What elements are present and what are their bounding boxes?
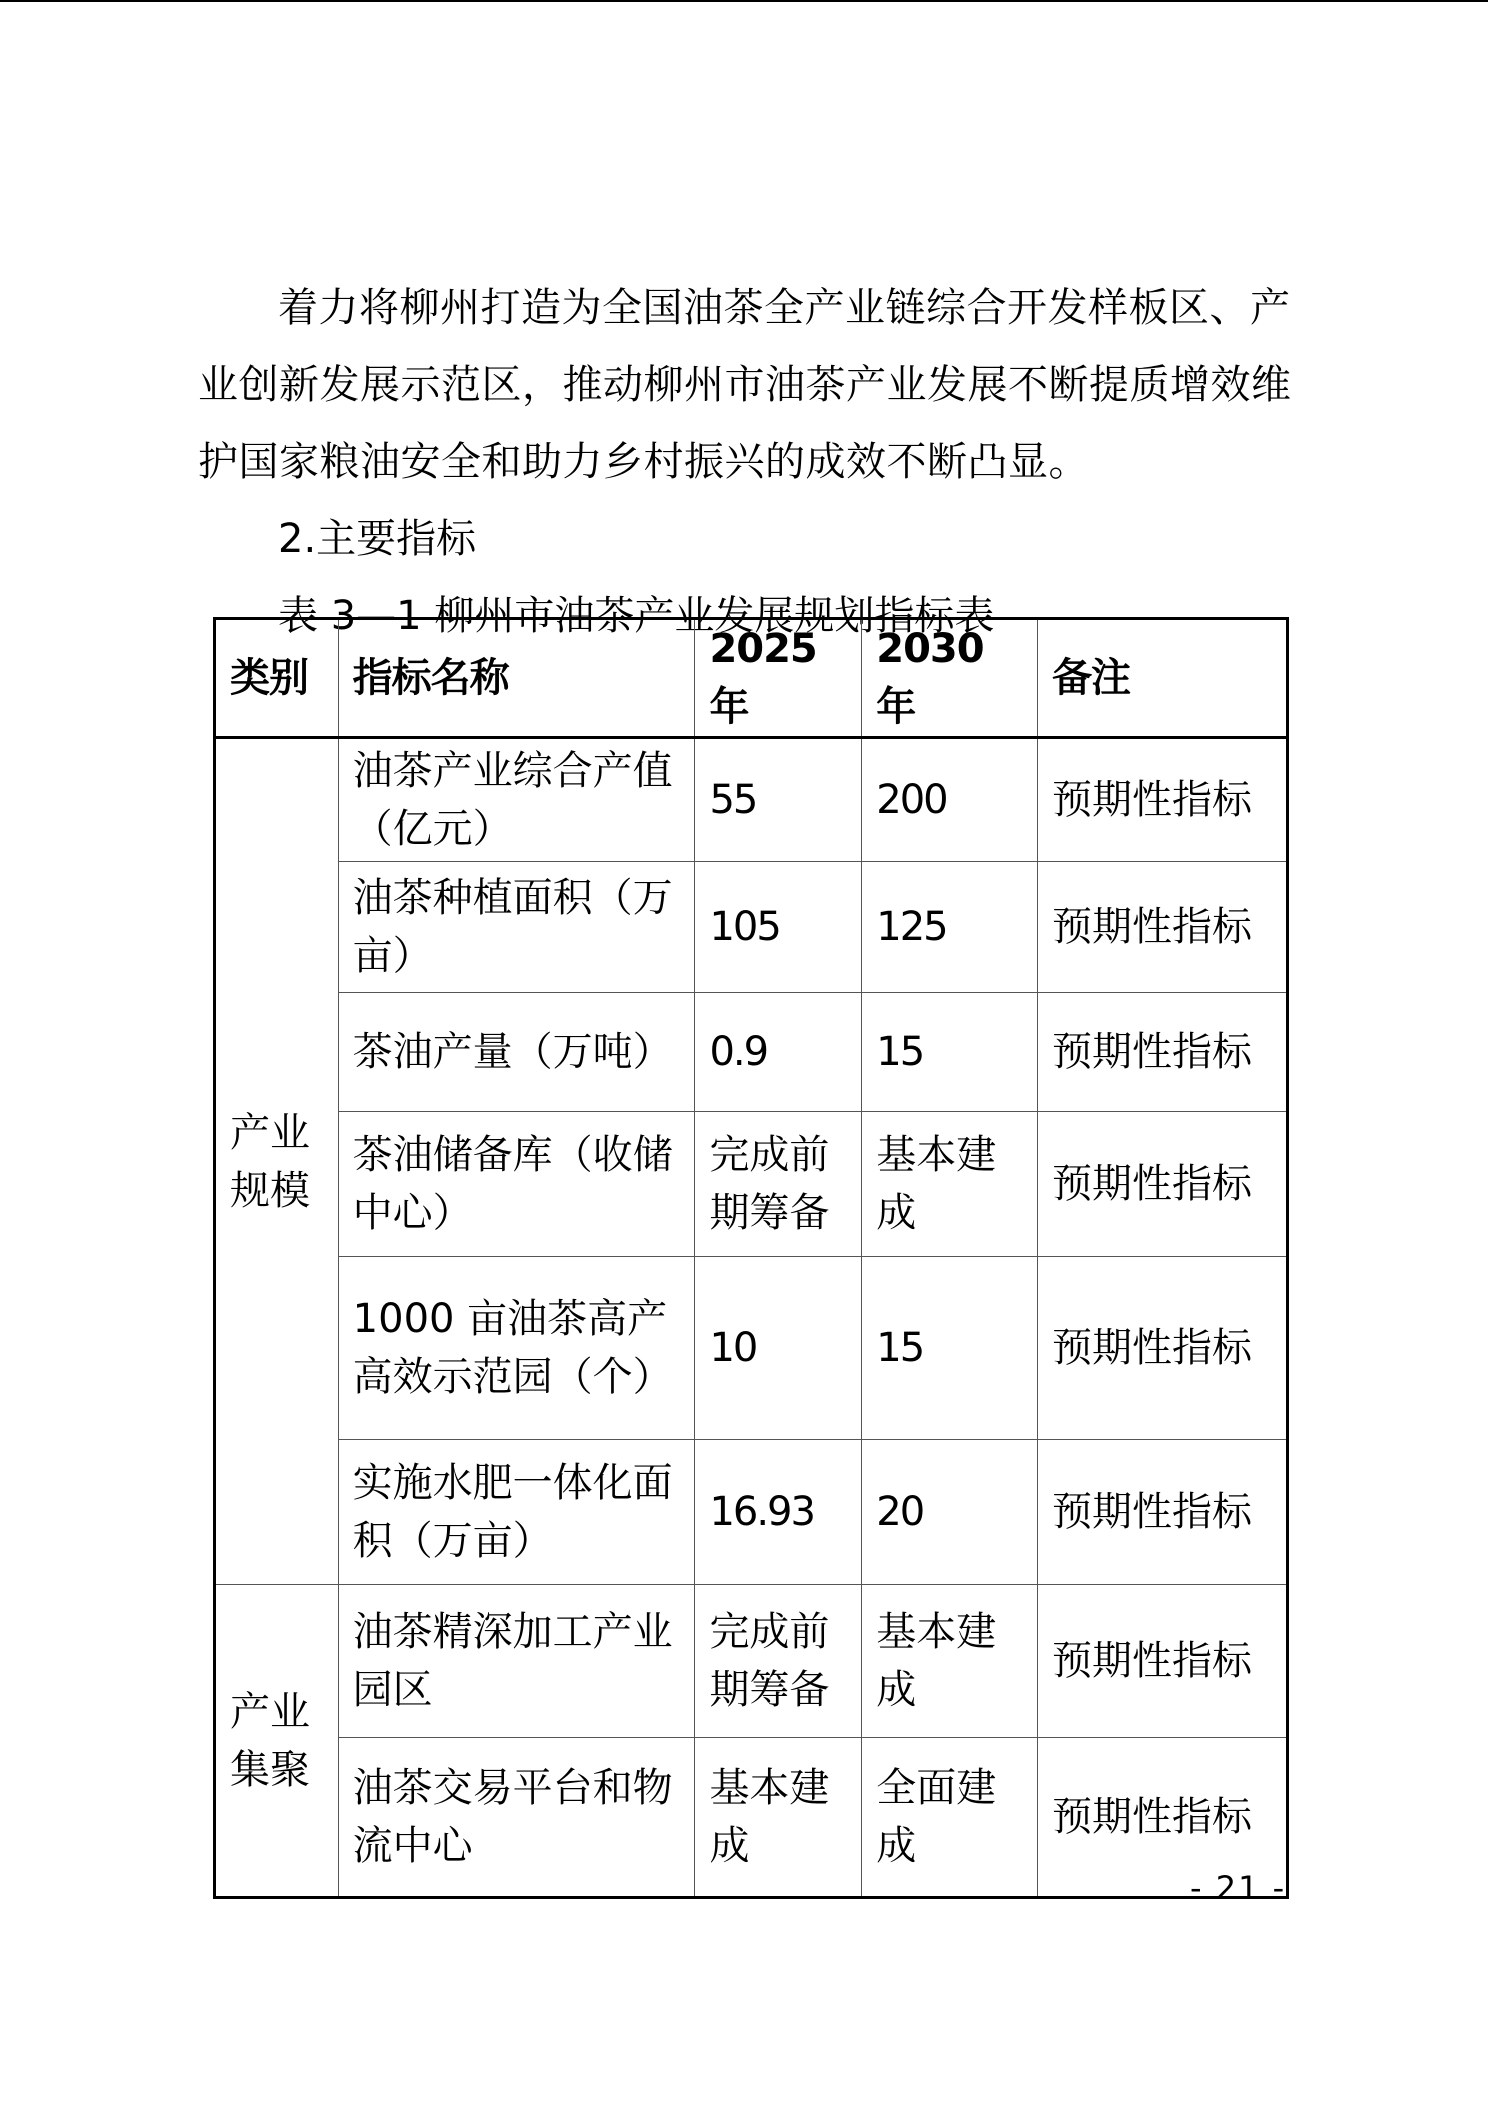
value-2025: 基本建成 (695, 1738, 862, 1898)
table-row (215, 738, 1288, 862)
section-heading: 2.主要指标 (278, 516, 477, 562)
intro-paragraph: 着力将柳州打造为全国油茶全产业链综合开发样板区、产业创新发展示范区，推动柳州市油茶产业发展不断提质增效维护国家粮油安全和助力乡村振兴的成效不断凸显。 (198, 285, 1292, 485)
indicator-name: 实施水肥一体化面积（万亩） (338, 1440, 695, 1585)
indicator-name: 油茶产业综合产值（亿元） (338, 738, 695, 862)
table-row (215, 1738, 1288, 1898)
note: 预期性指标 (1038, 993, 1288, 1112)
indicator-name: 茶油产量（万吨） (338, 993, 695, 1112)
header-2025: 2025 年 (695, 619, 862, 738)
note: 预期性指标 (1038, 862, 1288, 993)
category-industry-scale: 产业规模 (215, 738, 339, 1585)
indicator-name: 油茶精深加工产业园区 (338, 1585, 695, 1738)
header-note: 备注 (1038, 619, 1288, 738)
indicator-name: 茶油储备库（收储中心） (338, 1112, 695, 1257)
value-2025: 10 (695, 1257, 862, 1440)
note: 预期性指标 (1038, 1585, 1288, 1738)
category-industry-cluster: 产业集聚 (215, 1585, 339, 1898)
indicator-name: 油茶种植面积（万亩） (338, 862, 695, 993)
indicator-table (213, 617, 1289, 1899)
value-2025: 105 (695, 862, 862, 993)
value-2025: 55 (695, 738, 862, 862)
indicator-name: 1000 亩油茶高产高效示范园（个） (338, 1257, 695, 1440)
page-number: - 21 - (1190, 1869, 1287, 1907)
value-2030: 15 (862, 993, 1038, 1112)
value-2030: 基本建成 (862, 1112, 1038, 1257)
table-header-row (215, 619, 1288, 738)
value-2025: 完成前期筹备 (695, 1112, 862, 1257)
value-2030: 基本建成 (862, 1585, 1038, 1738)
value-2025: 0.9 (695, 993, 862, 1112)
table-row (215, 1585, 1288, 1738)
note: 预期性指标 (1038, 1738, 1288, 1898)
page-top-border (0, 0, 1488, 2)
table-row (215, 993, 1288, 1112)
indicator-name: 油茶交易平台和物流中心 (338, 1738, 695, 1898)
value-2030: 15 (862, 1257, 1038, 1440)
header-indicator-name: 指标名称 (338, 619, 695, 738)
table-row (215, 1257, 1288, 1440)
table-row (215, 862, 1288, 993)
table-caption: 表 3—1 柳州市油茶产业发展规划指标表 (278, 593, 995, 639)
note: 预期性指标 (1038, 1257, 1288, 1440)
value-2025: 16.93 (695, 1440, 862, 1585)
value-2030: 全面建成 (862, 1738, 1038, 1898)
table-row (215, 1440, 1288, 1585)
note: 预期性指标 (1038, 738, 1288, 862)
value-2030: 20 (862, 1440, 1038, 1585)
table-row (215, 1112, 1288, 1257)
value-2030: 200 (862, 738, 1038, 862)
header-category: 类别 (215, 619, 339, 738)
header-2030: 2030 年 (862, 619, 1038, 738)
document-body (198, 270, 1328, 655)
note: 预期性指标 (1038, 1112, 1288, 1257)
note: 预期性指标 (1038, 1440, 1288, 1585)
value-2030: 125 (862, 862, 1038, 993)
value-2025: 完成前期筹备 (695, 1585, 862, 1738)
